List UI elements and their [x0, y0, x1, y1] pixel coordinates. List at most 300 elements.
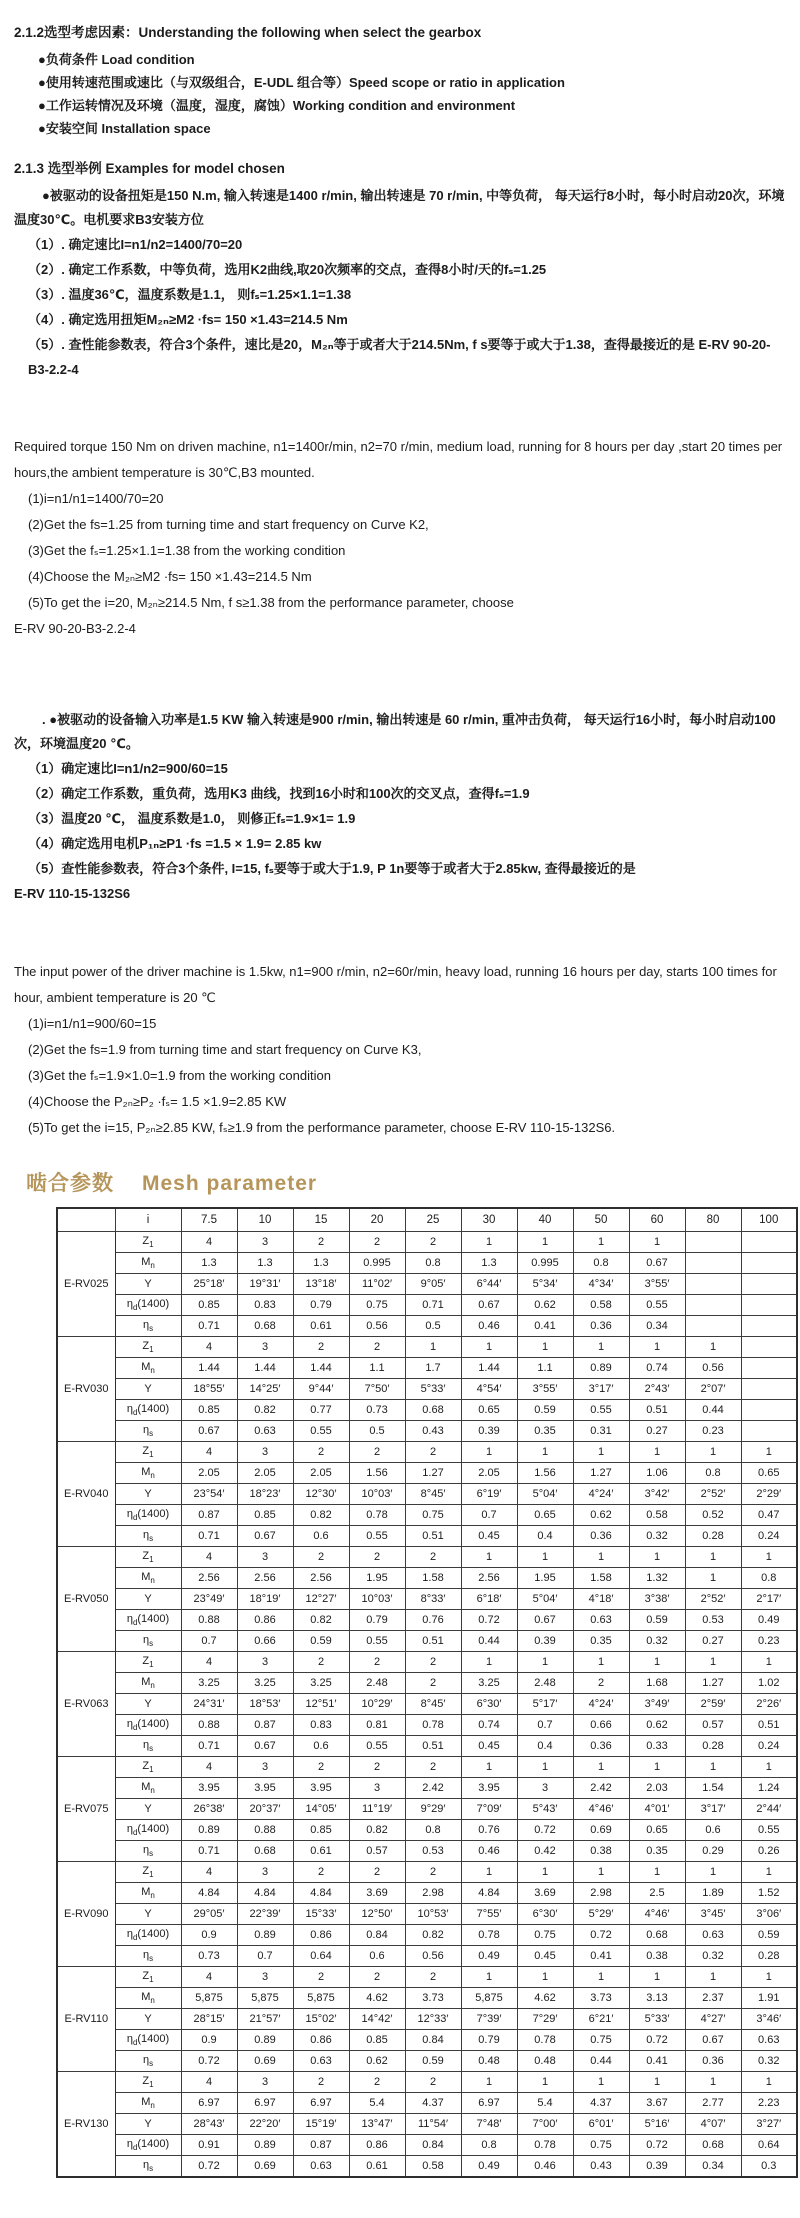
- value-cell: 3.69: [349, 1883, 405, 1904]
- table-row: [57, 1484, 797, 1505]
- value-cell: 1: [573, 1757, 629, 1778]
- value-cell: 14°42′: [349, 2009, 405, 2030]
- value-cell: 0.44: [573, 2051, 629, 2072]
- param-label-cell: $M_n$: [115, 1568, 181, 1589]
- value-cell: 2.48: [517, 1673, 573, 1694]
- value-cell: 0.26: [741, 1841, 797, 1862]
- value-cell: 2: [405, 1547, 461, 1568]
- value-cell: 2: [293, 1967, 349, 1988]
- example1-cn-step: （4）. 确定选用扭矩M₂ₙ≥M2 ·fs= 150 ×1.43=214.5 Nm: [28, 312, 348, 327]
- param-label-cell: $Z_1$: [115, 1232, 181, 1253]
- value-cell: 1.27: [685, 1673, 741, 1694]
- table-row: [57, 1673, 797, 1694]
- value-cell: 1: [461, 1862, 517, 1883]
- value-cell: 3.67: [629, 2093, 685, 2114]
- value-cell: 2: [293, 1757, 349, 1778]
- model-name-cell: E-RV110: [57, 1967, 115, 2072]
- example2-en-intro: The input power of the driver machine is 1.5kw, n1=900 r/min, n2=60r/min, heavy load, running 16 hours per day, starts 100 times for hour, ambient temperature is 20 ℃: [14, 964, 777, 1005]
- value-cell: 0.39: [629, 2156, 685, 2178]
- value-cell: 0.8: [405, 1253, 461, 1274]
- value-cell: 0.42: [517, 1841, 573, 1862]
- table-row: [57, 2156, 797, 2178]
- value-cell: 0.5: [405, 1316, 461, 1337]
- value-cell: 0.75: [517, 1925, 573, 1946]
- value-cell: 0.41: [573, 1946, 629, 1967]
- value-cell: 4°24′: [573, 1694, 629, 1715]
- value-cell: 0.89: [181, 1820, 237, 1841]
- value-cell: 0.35: [629, 1841, 685, 1862]
- value-cell: 1: [517, 1652, 573, 1673]
- value-cell: [741, 1337, 797, 1358]
- value-cell: 10°03′: [349, 1589, 405, 1610]
- value-cell: 5°16′: [629, 2114, 685, 2135]
- value-cell: 28°43′: [181, 2114, 237, 2135]
- value-cell: 2.56: [293, 1568, 349, 1589]
- value-cell: 0.24: [741, 1736, 797, 1757]
- value-cell: 0.66: [573, 1715, 629, 1736]
- table-row: [57, 1505, 797, 1526]
- value-cell: 1: [517, 1442, 573, 1463]
- ratio-header-cell: i: [115, 1208, 181, 1232]
- value-cell: 1.91: [741, 1988, 797, 2009]
- value-cell: 0.69: [237, 2156, 293, 2178]
- param-label-cell: $Z_1$: [115, 1862, 181, 1883]
- value-cell: 4: [181, 1967, 237, 1988]
- value-cell: 1.44: [181, 1358, 237, 1379]
- value-cell: 1: [573, 1232, 629, 1253]
- value-cell: 9°29′: [405, 1799, 461, 1820]
- value-cell: [741, 1295, 797, 1316]
- value-cell: 5°33′: [629, 2009, 685, 2030]
- value-cell: 2°17′: [741, 1589, 797, 1610]
- value-cell: 4: [181, 1757, 237, 1778]
- value-cell: 1: [573, 1862, 629, 1883]
- value-cell: 0.58: [629, 1505, 685, 1526]
- bullet-item: ●使用转速范围或速比（与双级组合，E-UDL 组合等）Speed scope or ratio in application: [38, 75, 565, 90]
- value-cell: 0.72: [181, 2156, 237, 2178]
- value-cell: 3°38′: [629, 1589, 685, 1610]
- value-cell: 1: [405, 1337, 461, 1358]
- value-cell: 0.69: [237, 2051, 293, 2072]
- value-cell: 6°19′: [461, 1484, 517, 1505]
- value-cell: 1: [461, 2072, 517, 2093]
- param-label-cell: $M_n$: [115, 1988, 181, 2009]
- value-cell: 2: [349, 1967, 405, 1988]
- value-cell: 1: [629, 1652, 685, 1673]
- value-cell: 0.3: [741, 2156, 797, 2178]
- table-row: [57, 1526, 797, 1547]
- example1-cn-step: （3）. 温度36℃，温度系数是1.1， 则fₛ=1.25×1.1=1.38: [28, 287, 352, 302]
- table-row: [57, 1253, 797, 1274]
- value-cell: 0.72: [629, 2135, 685, 2156]
- value-cell: 0.43: [573, 2156, 629, 2178]
- value-cell: 1.44: [293, 1358, 349, 1379]
- example1-en-step: (1)i=n1/n1=1400/70=20: [28, 491, 164, 506]
- value-cell: 0.56: [685, 1358, 741, 1379]
- table-row: [57, 1295, 797, 1316]
- value-cell: 0.65: [461, 1400, 517, 1421]
- value-cell: 1.58: [573, 1568, 629, 1589]
- value-cell: 1.95: [517, 1568, 573, 1589]
- value-cell: 1.3: [181, 1253, 237, 1274]
- value-cell: 0.63: [237, 1421, 293, 1442]
- value-cell: 0.32: [685, 1946, 741, 1967]
- value-cell: 2: [293, 1547, 349, 1568]
- value-cell: 1: [461, 1337, 517, 1358]
- value-cell: 1.02: [741, 1673, 797, 1694]
- value-cell: 4°54′: [461, 1379, 517, 1400]
- param-label-cell: $Z_1$: [115, 2072, 181, 2093]
- bullet-item: ●工作运转情况及环境（温度，湿度，腐蚀）Working condition and environment: [38, 98, 516, 113]
- value-cell: 8°33′: [405, 1589, 461, 1610]
- value-cell: 0.56: [349, 1316, 405, 1337]
- value-cell: 3: [237, 1547, 293, 1568]
- value-cell: 5,875: [181, 1988, 237, 2009]
- value-cell: 22°39′: [237, 1904, 293, 1925]
- param-label-cell: Y: [115, 2114, 181, 2135]
- value-cell: 2: [349, 1547, 405, 1568]
- param-label-cell: $\eta_s$: [115, 2156, 181, 2178]
- value-cell: [685, 1316, 741, 1337]
- value-cell: 1: [629, 1442, 685, 1463]
- value-cell: 0.995: [349, 1253, 405, 1274]
- value-cell: 6.97: [237, 2093, 293, 2114]
- value-cell: 0.8: [685, 1463, 741, 1484]
- value-cell: 2: [349, 1652, 405, 1673]
- value-cell: 0.71: [181, 1526, 237, 1547]
- value-cell: 0.55: [349, 1736, 405, 1757]
- value-cell: 13°18′: [293, 1274, 349, 1295]
- value-cell: 2.05: [293, 1463, 349, 1484]
- value-cell: 2: [349, 1757, 405, 1778]
- example2-cn: [12, 708, 788, 907]
- value-cell: 2: [293, 2072, 349, 2093]
- value-cell: 0.46: [461, 1841, 517, 1862]
- table-row: [57, 1358, 797, 1379]
- value-cell: 1.3: [461, 1253, 517, 1274]
- value-cell: 1: [517, 1967, 573, 1988]
- value-cell: 12°50′: [349, 1904, 405, 1925]
- value-cell: 6°21′: [573, 2009, 629, 2030]
- value-cell: 3.25: [237, 1673, 293, 1694]
- ratio-header-cell: 7.5: [181, 1208, 237, 1232]
- value-cell: 0.89: [237, 2135, 293, 2156]
- value-cell: 4: [181, 1862, 237, 1883]
- table-row: [57, 1589, 797, 1610]
- value-cell: 3.95: [181, 1778, 237, 1799]
- model-name-cell: E-RV063: [57, 1652, 115, 1757]
- table-row: [57, 1778, 797, 1799]
- value-cell: 0.33: [629, 1736, 685, 1757]
- table-row: [57, 1883, 797, 1904]
- ratio-header-cell: 15: [293, 1208, 349, 1232]
- value-cell: 1: [741, 2072, 797, 2093]
- example1-en: [12, 434, 788, 642]
- value-cell: 4°18′: [573, 1589, 629, 1610]
- value-cell: 2.05: [181, 1463, 237, 1484]
- value-cell: 0.85: [349, 2030, 405, 2051]
- value-cell: 0.995: [517, 1253, 573, 1274]
- example2-en: [12, 959, 788, 1141]
- value-cell: 5°17′: [517, 1694, 573, 1715]
- value-cell: 1.44: [237, 1358, 293, 1379]
- value-cell: 0.68: [629, 1925, 685, 1946]
- value-cell: 0.88: [237, 1820, 293, 1841]
- value-cell: 0.32: [629, 1526, 685, 1547]
- value-cell: 0.84: [349, 1925, 405, 1946]
- model-name-cell: E-RV050: [57, 1547, 115, 1652]
- value-cell: 3°55′: [517, 1379, 573, 1400]
- value-cell: [685, 1274, 741, 1295]
- param-label-cell: $M_n$: [115, 2093, 181, 2114]
- value-cell: 0.59: [293, 1631, 349, 1652]
- value-cell: 0.49: [461, 2156, 517, 2178]
- value-cell: 3.25: [293, 1673, 349, 1694]
- value-cell: 0.44: [461, 1631, 517, 1652]
- value-cell: 2: [405, 1652, 461, 1673]
- value-cell: 0.46: [461, 1316, 517, 1337]
- param-label-cell: Y: [115, 1904, 181, 1925]
- value-cell: 7°00′: [517, 2114, 573, 2135]
- value-cell: 10°03′: [349, 1484, 405, 1505]
- value-cell: 0.66: [237, 1631, 293, 1652]
- table-row: [57, 1652, 797, 1673]
- ratio-header-cell: 40: [517, 1208, 573, 1232]
- value-cell: 0.7: [181, 1631, 237, 1652]
- value-cell: 0.63: [293, 2156, 349, 2178]
- value-cell: 4°34′: [573, 1274, 629, 1295]
- value-cell: 15°02′: [293, 2009, 349, 2030]
- example1-cn-step: （2）. 确定工作系数，中等负荷，选用K2曲线,取20次频率的交点，查得8小时/天的fₛ=1.25: [28, 262, 547, 277]
- value-cell: 20°37′: [237, 1799, 293, 1820]
- value-cell: 14°05′: [293, 1799, 349, 1820]
- value-cell: 3°42′: [629, 1484, 685, 1505]
- table-row: [57, 2114, 797, 2135]
- value-cell: 1: [517, 1547, 573, 1568]
- value-cell: [741, 1421, 797, 1442]
- value-cell: 1: [517, 1232, 573, 1253]
- value-cell: 3.73: [573, 1988, 629, 2009]
- value-cell: 1: [573, 2072, 629, 2093]
- value-cell: 0.29: [685, 1841, 741, 1862]
- value-cell: 6.97: [181, 2093, 237, 2114]
- value-cell: 0.45: [517, 1946, 573, 1967]
- value-cell: 0.75: [405, 1505, 461, 1526]
- value-cell: 5°33′: [405, 1379, 461, 1400]
- value-cell: 12°51′: [293, 1694, 349, 1715]
- value-cell: 1: [517, 1757, 573, 1778]
- value-cell: 2: [349, 1337, 405, 1358]
- value-cell: 2.03: [629, 1778, 685, 1799]
- value-cell: 0.76: [461, 1820, 517, 1841]
- value-cell: 3°17′: [685, 1799, 741, 1820]
- value-cell: 23°54′: [181, 1484, 237, 1505]
- value-cell: 0.82: [293, 1505, 349, 1526]
- table-row: [57, 1715, 797, 1736]
- param-label-cell: $M_n$: [115, 1673, 181, 1694]
- value-cell: 4.37: [573, 2093, 629, 2114]
- value-cell: 0.62: [573, 1505, 629, 1526]
- value-cell: 0.67: [237, 1736, 293, 1757]
- example2-cn-steps: [12, 756, 788, 881]
- value-cell: 0.79: [293, 1295, 349, 1316]
- value-cell: 0.51: [405, 1526, 461, 1547]
- example2-cn-result: E-RV 110-15-132S6: [14, 886, 131, 901]
- value-cell: 0.48: [461, 2051, 517, 2072]
- value-cell: 0.85: [293, 1820, 349, 1841]
- param-label-cell: $\eta_d(1400)$: [115, 1610, 181, 1631]
- example2-cn-step: （1）确定速比I=n1/n2=900/60=15: [28, 761, 228, 776]
- value-cell: 0.72: [573, 1925, 629, 1946]
- value-cell: 0.57: [349, 1841, 405, 1862]
- param-label-cell: Y: [115, 1799, 181, 1820]
- value-cell: 2.98: [573, 1883, 629, 1904]
- value-cell: 1: [629, 1862, 685, 1883]
- section-2-1-2-heading: 2.1.2选型考虑因素：Understanding the following when select the gearbox: [14, 25, 482, 40]
- table-row: [57, 2030, 797, 2051]
- value-cell: 15°33′: [293, 1904, 349, 1925]
- value-cell: 3.95: [293, 1778, 349, 1799]
- value-cell: 1: [741, 1862, 797, 1883]
- example1-en-step: (2)Get the fs=1.25 from turning time and start frequency on Curve K2,: [28, 517, 429, 532]
- param-label-cell: $M_n$: [115, 1778, 181, 1799]
- value-cell: 0.4: [517, 1526, 573, 1547]
- ratio-header-cell: 20: [349, 1208, 405, 1232]
- value-cell: 0.75: [349, 1295, 405, 1316]
- value-cell: 0.71: [181, 1736, 237, 1757]
- value-cell: 0.68: [237, 1316, 293, 1337]
- value-cell: 0.9: [181, 1925, 237, 1946]
- value-cell: 0.57: [685, 1715, 741, 1736]
- table-row: [57, 1631, 797, 1652]
- value-cell: 3.95: [237, 1778, 293, 1799]
- example2-en-step: (4)Choose the P₂ₙ≥P₂ ·fₛ= 1.5 ×1.9=2.85 KW: [28, 1094, 287, 1109]
- value-cell: 0.72: [517, 1820, 573, 1841]
- value-cell: 18°19′: [237, 1589, 293, 1610]
- value-cell: 3°55′: [629, 1274, 685, 1295]
- table-row: [57, 2051, 797, 2072]
- value-cell: 3: [237, 1652, 293, 1673]
- value-cell: 21°57′: [237, 2009, 293, 2030]
- value-cell: 0.73: [181, 1946, 237, 1967]
- value-cell: 0.59: [517, 1400, 573, 1421]
- value-cell: 0.58: [573, 1295, 629, 1316]
- value-cell: 1: [741, 1442, 797, 1463]
- value-cell: 0.63: [293, 2051, 349, 2072]
- value-cell: 1.3: [293, 1253, 349, 1274]
- value-cell: 0.5: [349, 1421, 405, 1442]
- table-row: [57, 1799, 797, 1820]
- example1-cn-steps: [12, 232, 788, 382]
- value-cell: 0.78: [517, 2135, 573, 2156]
- value-cell: 0.53: [685, 1610, 741, 1631]
- model-name-cell: E-RV040: [57, 1442, 115, 1547]
- value-cell: 2: [405, 1442, 461, 1463]
- value-cell: 5°43′: [517, 1799, 573, 1820]
- param-label-cell: $\eta_d(1400)$: [115, 1505, 181, 1526]
- value-cell: [741, 1379, 797, 1400]
- ratio-header-cell: 50: [573, 1208, 629, 1232]
- value-cell: 0.61: [293, 1316, 349, 1337]
- value-cell: 0.89: [237, 2030, 293, 2051]
- value-cell: 0.36: [685, 2051, 741, 2072]
- value-cell: 0.82: [405, 1925, 461, 1946]
- value-cell: 1: [629, 1967, 685, 1988]
- value-cell: 2.98: [405, 1883, 461, 1904]
- value-cell: 0.28: [741, 1946, 797, 1967]
- value-cell: 8°45′: [405, 1694, 461, 1715]
- value-cell: 1.52: [741, 1883, 797, 1904]
- value-cell: 0.55: [573, 1400, 629, 1421]
- value-cell: 1.32: [629, 1568, 685, 1589]
- param-label-cell: $Z_1$: [115, 1337, 181, 1358]
- model-name-cell: E-RV090: [57, 1862, 115, 1967]
- value-cell: 1.3: [237, 1253, 293, 1274]
- value-cell: 6.97: [293, 2093, 349, 2114]
- value-cell: 0.39: [461, 1421, 517, 1442]
- value-cell: 0.73: [349, 1400, 405, 1421]
- value-cell: 0.65: [741, 1463, 797, 1484]
- value-cell: 0.59: [629, 1610, 685, 1631]
- value-cell: 2: [405, 1232, 461, 1253]
- value-cell: 0.8: [741, 1568, 797, 1589]
- value-cell: 0.74: [461, 1715, 517, 1736]
- table-row: [57, 1757, 797, 1778]
- value-cell: 7°39′: [461, 2009, 517, 2030]
- value-cell: 0.78: [405, 1715, 461, 1736]
- section-2-1-3: [12, 158, 788, 382]
- value-cell: 1: [517, 2072, 573, 2093]
- value-cell: 3°06′: [741, 1904, 797, 1925]
- value-cell: 0.35: [517, 1421, 573, 1442]
- value-cell: [741, 1316, 797, 1337]
- value-cell: 12°30′: [293, 1484, 349, 1505]
- value-cell: 0.53: [405, 1841, 461, 1862]
- param-label-cell: $\eta_s$: [115, 1946, 181, 1967]
- value-cell: 0.49: [461, 1946, 517, 1967]
- value-cell: 0.85: [237, 1505, 293, 1526]
- value-cell: 1: [685, 1337, 741, 1358]
- table-corner-cell: [57, 1208, 115, 1232]
- value-cell: 1: [461, 1652, 517, 1673]
- value-cell: 1: [741, 1652, 797, 1673]
- table-row: [57, 1274, 797, 1295]
- table-row: [57, 1862, 797, 1883]
- value-cell: 0.84: [405, 2030, 461, 2051]
- value-cell: 1: [461, 1757, 517, 1778]
- value-cell: 0.32: [741, 2051, 797, 2072]
- value-cell: 1: [685, 2072, 741, 2093]
- example2-en-step: (5)To get the i=15, P₂ₙ≥2.85 KW, fₛ≥1.9 from the performance parameter, choose E-RV 110-15-132S6.: [28, 1120, 616, 1135]
- example2-cn-step: （2）确定工作系数，重负荷，选用K3 曲线，找到16小时和100次的交叉点，查得fₛ=1.9: [28, 786, 530, 801]
- value-cell: 0.55: [629, 1295, 685, 1316]
- value-cell: 4°46′: [573, 1799, 629, 1820]
- value-cell: 0.8: [405, 1820, 461, 1841]
- param-label-cell: $\eta_d(1400)$: [115, 1400, 181, 1421]
- value-cell: [685, 1232, 741, 1253]
- param-label-cell: Y: [115, 1274, 181, 1295]
- value-cell: 6°30′: [461, 1694, 517, 1715]
- value-cell: 25°18′: [181, 1274, 237, 1295]
- param-label-cell: $\eta_s$: [115, 1736, 181, 1757]
- value-cell: 0.9: [181, 2030, 237, 2051]
- value-cell: 3: [237, 1862, 293, 1883]
- value-cell: 2°52′: [685, 1589, 741, 1610]
- value-cell: 0.82: [349, 1820, 405, 1841]
- value-cell: 0.7: [517, 1715, 573, 1736]
- value-cell: 3: [237, 1967, 293, 1988]
- value-cell: 2.48: [349, 1673, 405, 1694]
